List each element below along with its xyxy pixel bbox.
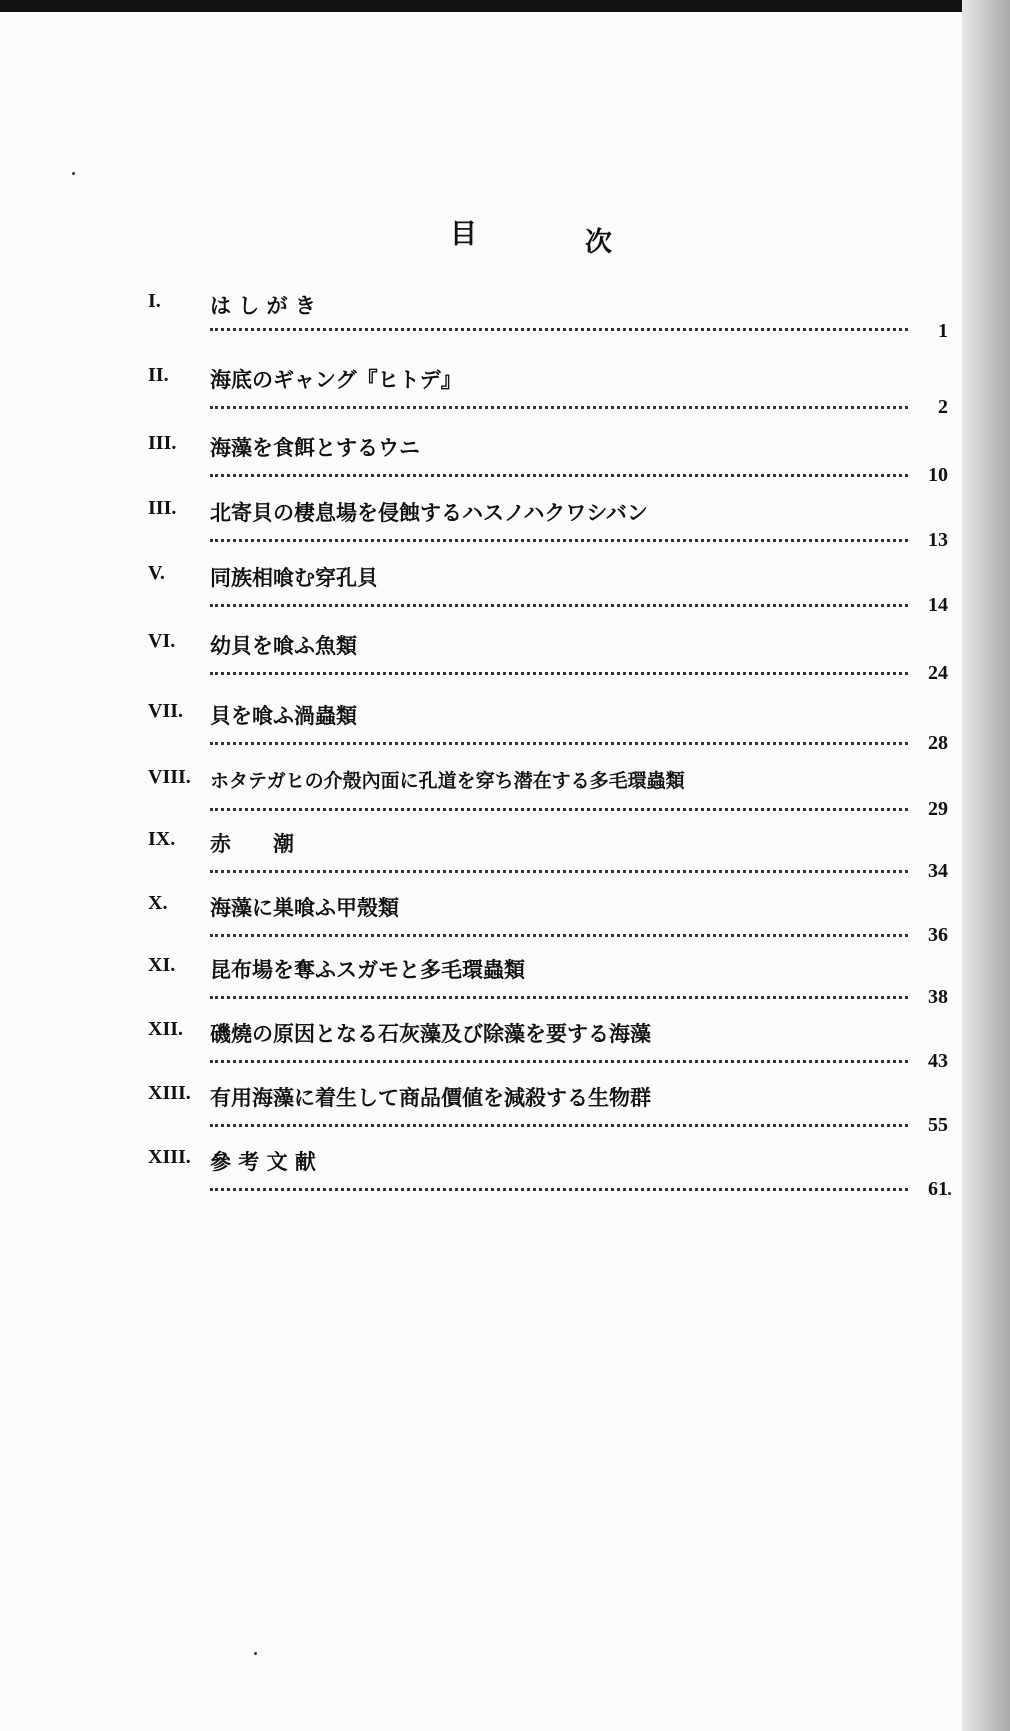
toc-entry-title: 赤 潮 bbox=[210, 831, 294, 856]
scan-top-edge bbox=[0, 0, 1010, 12]
toc-entry-title: 磯燒の原因となる石灰藻及び除藻を要する海藻 bbox=[210, 1021, 651, 1046]
toc-entry bbox=[148, 290, 948, 354]
toc-entry-title: 海底のギャング『ヒトデ』 bbox=[210, 367, 462, 392]
toc-entry bbox=[148, 497, 948, 561]
toc-entry-page: 61 bbox=[928, 1178, 948, 1200]
toc-entry-title: 海藻に巣喰ふ甲殼類 bbox=[210, 895, 399, 920]
toc-entry-page: 1 bbox=[938, 320, 948, 342]
toc-leader-dots bbox=[210, 1188, 908, 1191]
page-title bbox=[0, 212, 1010, 262]
toc-leader-dots bbox=[210, 1124, 908, 1127]
toc-leader-dots bbox=[210, 328, 908, 331]
toc-entry-title: ホタテガヒの介殼內面に孔道を穿ち潜在する多毛環蟲類 bbox=[210, 770, 685, 792]
toc-entry bbox=[148, 364, 948, 428]
toc-entry-title: 北寄貝の棲息場を侵蝕するハスノハクワシバン bbox=[210, 500, 648, 525]
toc-entry-title: 幼貝を喰ふ魚類 bbox=[210, 633, 357, 658]
toc-entry-title: 有用海藻に着生して商品價値を減殺する生物群 bbox=[210, 1085, 651, 1110]
toc-entry-number: VIII. bbox=[148, 766, 191, 788]
toc-entry-page: 43 bbox=[928, 1050, 948, 1072]
toc-entry-page: 14 bbox=[928, 594, 948, 616]
toc-leader-dots bbox=[210, 672, 908, 675]
toc-entry-title: 昆布場を奪ふスガモと多毛環蟲類 bbox=[210, 957, 525, 982]
toc-leader-dots bbox=[210, 539, 908, 542]
page-title-char-2: 次 bbox=[585, 227, 612, 258]
toc-entry bbox=[148, 954, 948, 1018]
toc-entry-title: 參 考 文 献 bbox=[210, 1149, 316, 1174]
toc-leader-dots bbox=[210, 996, 908, 999]
toc-entry-page: 55 bbox=[928, 1114, 948, 1136]
toc-entry bbox=[148, 562, 948, 626]
toc-entry-number: XI. bbox=[148, 954, 176, 976]
toc-entry-title: は し が き bbox=[210, 293, 316, 318]
toc-leader-dots bbox=[210, 808, 908, 811]
toc-entry bbox=[148, 700, 948, 764]
toc-entry-title: 貝を喰ふ渦蟲類 bbox=[210, 703, 357, 728]
toc-leader-dots bbox=[210, 742, 908, 745]
toc-entry-number: XII. bbox=[148, 1018, 184, 1040]
toc-entry-number: VII. bbox=[148, 700, 184, 722]
toc-leader-dots bbox=[210, 934, 908, 937]
toc-leader-dots bbox=[210, 1060, 908, 1063]
toc-entry bbox=[148, 630, 948, 694]
toc-entry-number: IX. bbox=[148, 828, 176, 850]
toc-entry-page: 36 bbox=[928, 924, 948, 946]
toc-entry bbox=[148, 1082, 948, 1146]
toc-entry-number: V. bbox=[148, 562, 165, 584]
toc-entry-number: XIII. bbox=[148, 1082, 191, 1104]
toc-entry-page: 34 bbox=[928, 860, 948, 882]
toc-leader-dots bbox=[210, 604, 908, 607]
toc-entry bbox=[148, 1146, 948, 1210]
scan-speck bbox=[72, 172, 75, 175]
toc-entry-page: 2 bbox=[938, 396, 948, 418]
toc-entry-title: 同族相喰む穿孔貝 bbox=[210, 565, 378, 590]
toc-entry-number: III. bbox=[148, 432, 177, 454]
toc-entry bbox=[148, 766, 948, 830]
toc-leader-dots bbox=[210, 474, 908, 477]
scan-speck bbox=[254, 1652, 257, 1655]
toc-entry-page: 29 bbox=[928, 798, 948, 820]
toc-entry-number: I. bbox=[148, 290, 161, 312]
toc-leader-dots bbox=[210, 870, 908, 873]
toc-entry-page: 13 bbox=[928, 529, 948, 551]
toc-entry-number: VI. bbox=[148, 630, 176, 652]
toc-entry-page: 10 bbox=[928, 464, 948, 486]
toc-entry-number: III. bbox=[148, 497, 177, 519]
toc-entry bbox=[148, 828, 948, 892]
toc-entry-number: X. bbox=[148, 892, 168, 914]
scan-speck bbox=[948, 1192, 951, 1195]
toc-entry-number: II. bbox=[148, 364, 169, 386]
toc-entry bbox=[148, 1018, 948, 1082]
toc-entry-number: XIII. bbox=[148, 1146, 191, 1168]
toc-entry-page: 38 bbox=[928, 986, 948, 1008]
toc-entry bbox=[148, 432, 948, 496]
toc-entry bbox=[148, 892, 948, 956]
toc-leader-dots bbox=[210, 406, 908, 409]
toc-entry-page: 28 bbox=[928, 732, 948, 754]
page-title-char-1: 目 bbox=[450, 219, 477, 250]
toc-entry-title: 海藻を食餌とするウニ bbox=[210, 435, 420, 460]
toc-entry-page: 24 bbox=[928, 662, 948, 684]
